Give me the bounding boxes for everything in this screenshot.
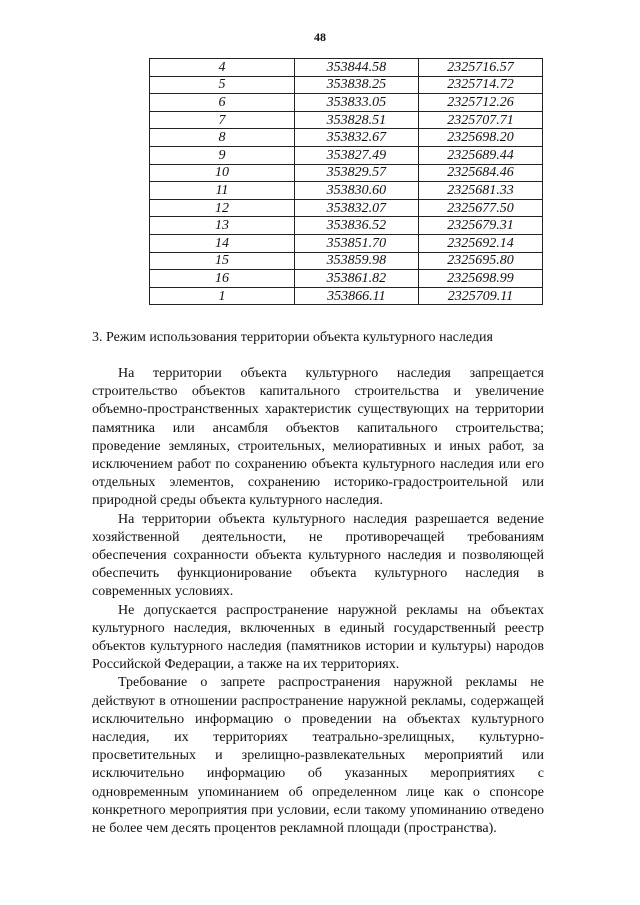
- x-coordinate-cell: 353861.82: [294, 270, 418, 288]
- table-row: [150, 94, 543, 112]
- y-coordinate-cell: 2325714.72: [418, 76, 542, 94]
- paragraph: Требование о запрете распространения наружной рекламы не действуют в отношении распространение наружной рекламы, содержащей исключительно информацию о проведении на объектах культурного наследия, их территориях театрально-зрелищных, культурно-просветительных и зрелищно-развлекательных мероприятий или исключительно информацию об указанных мероприятиях с одновременным упоминанием об определенном лице как о спонсоре конкретного мероприятия при условии, если такому упоминанию отведено не более чем десять процентов рекламной площади (пространства).: [92, 675, 544, 837]
- x-coordinate-cell: 353836.52: [294, 217, 418, 235]
- y-coordinate-cell: 2325681.33: [418, 182, 542, 200]
- table-row: [150, 59, 543, 77]
- x-coordinate-cell: 353827.49: [294, 146, 418, 164]
- x-coordinate-cell: 353832.67: [294, 129, 418, 147]
- table-row: [150, 252, 543, 270]
- section-title: 3. Режим использования территории объекта культурного наследия: [92, 330, 493, 345]
- point-number-cell: 9: [150, 146, 295, 164]
- table-row: [150, 182, 543, 200]
- table-row: [150, 199, 543, 217]
- table-row: [150, 270, 543, 288]
- x-coordinate-cell: 353833.05: [294, 94, 418, 112]
- coordinates-table: [149, 58, 543, 305]
- x-coordinate-cell: 353844.58: [294, 59, 418, 77]
- paragraph: На территории объекта культурного наследия разрешается ведение хозяйственной деятельности, не противоречащей требованиям обеспечения сохранности объекта культурного наследия и позволяющей обеспечить функционирование объекта культурного наследия в современных условиях.: [92, 511, 544, 600]
- point-number-cell: 13: [150, 217, 295, 235]
- point-number-cell: 5: [150, 76, 295, 94]
- table-row: [150, 111, 543, 129]
- point-number-cell: 6: [150, 94, 295, 112]
- point-number-cell: 11: [150, 182, 295, 200]
- point-number-cell: 4: [150, 59, 295, 77]
- paragraph: Не допускается распространение наружной рекламы на объектах культурного наследия, включенных в единый государственный реестр объектов культурного наследия (памятников истории и культуры) народов Российской Федерации, а также на их территориях.: [92, 602, 544, 673]
- table-row: [150, 287, 543, 305]
- y-coordinate-cell: 2325698.99: [418, 270, 542, 288]
- table-row: [150, 129, 543, 147]
- y-coordinate-cell: 2325695.80: [418, 252, 542, 270]
- y-coordinate-cell: 2325698.20: [418, 129, 542, 147]
- table-row: [150, 76, 543, 94]
- x-coordinate-cell: 353832.07: [294, 199, 418, 217]
- x-coordinate-cell: 353838.25: [294, 76, 418, 94]
- x-coordinate-cell: 353829.57: [294, 164, 418, 182]
- y-coordinate-cell: 2325689.44: [418, 146, 542, 164]
- table-row: [150, 146, 543, 164]
- y-coordinate-cell: 2325679.31: [418, 217, 542, 235]
- page-number: 48: [314, 30, 326, 44]
- y-coordinate-cell: 2325707.71: [418, 111, 542, 129]
- y-coordinate-cell: 2325716.57: [418, 59, 542, 77]
- paragraph: На территории объекта культурного наследия запрещается строительство объектов капитального строительства и увеличение объемно-пространственных характеристик существующих на территории памятника или ансамбля объектов капитального строительства; проведение земляных, строительных, мелиоративных и иных работ, за исключением работ по сохранению объекта культурного наследия или его отдельных элементов, сохранению историко-градостроительной или природной среды объекта культурного наследия.: [92, 366, 544, 509]
- point-number-cell: 16: [150, 270, 295, 288]
- x-coordinate-cell: 353866.11: [294, 287, 418, 305]
- point-number-cell: 8: [150, 129, 295, 147]
- x-coordinate-cell: 353859.98: [294, 252, 418, 270]
- y-coordinate-cell: 2325692.14: [418, 234, 542, 252]
- table-row: [150, 217, 543, 235]
- y-coordinate-cell: 2325684.46: [418, 164, 542, 182]
- x-coordinate-cell: 353828.51: [294, 111, 418, 129]
- x-coordinate-cell: 353851.70: [294, 234, 418, 252]
- y-coordinate-cell: 2325677.50: [418, 199, 542, 217]
- y-coordinate-cell: 2325712.26: [418, 94, 542, 112]
- x-coordinate-cell: 353830.60: [294, 182, 418, 200]
- table-row: [150, 164, 543, 182]
- coordinates-table-body: [150, 59, 543, 305]
- table-row: [150, 234, 543, 252]
- point-number-cell: 15: [150, 252, 295, 270]
- y-coordinate-cell: 2325709.11: [418, 287, 542, 305]
- point-number-cell: 7: [150, 111, 295, 129]
- point-number-cell: 14: [150, 234, 295, 252]
- point-number-cell: 1: [150, 287, 295, 305]
- point-number-cell: 12: [150, 199, 295, 217]
- section-body: [92, 365, 544, 838]
- point-number-cell: 10: [150, 164, 295, 182]
